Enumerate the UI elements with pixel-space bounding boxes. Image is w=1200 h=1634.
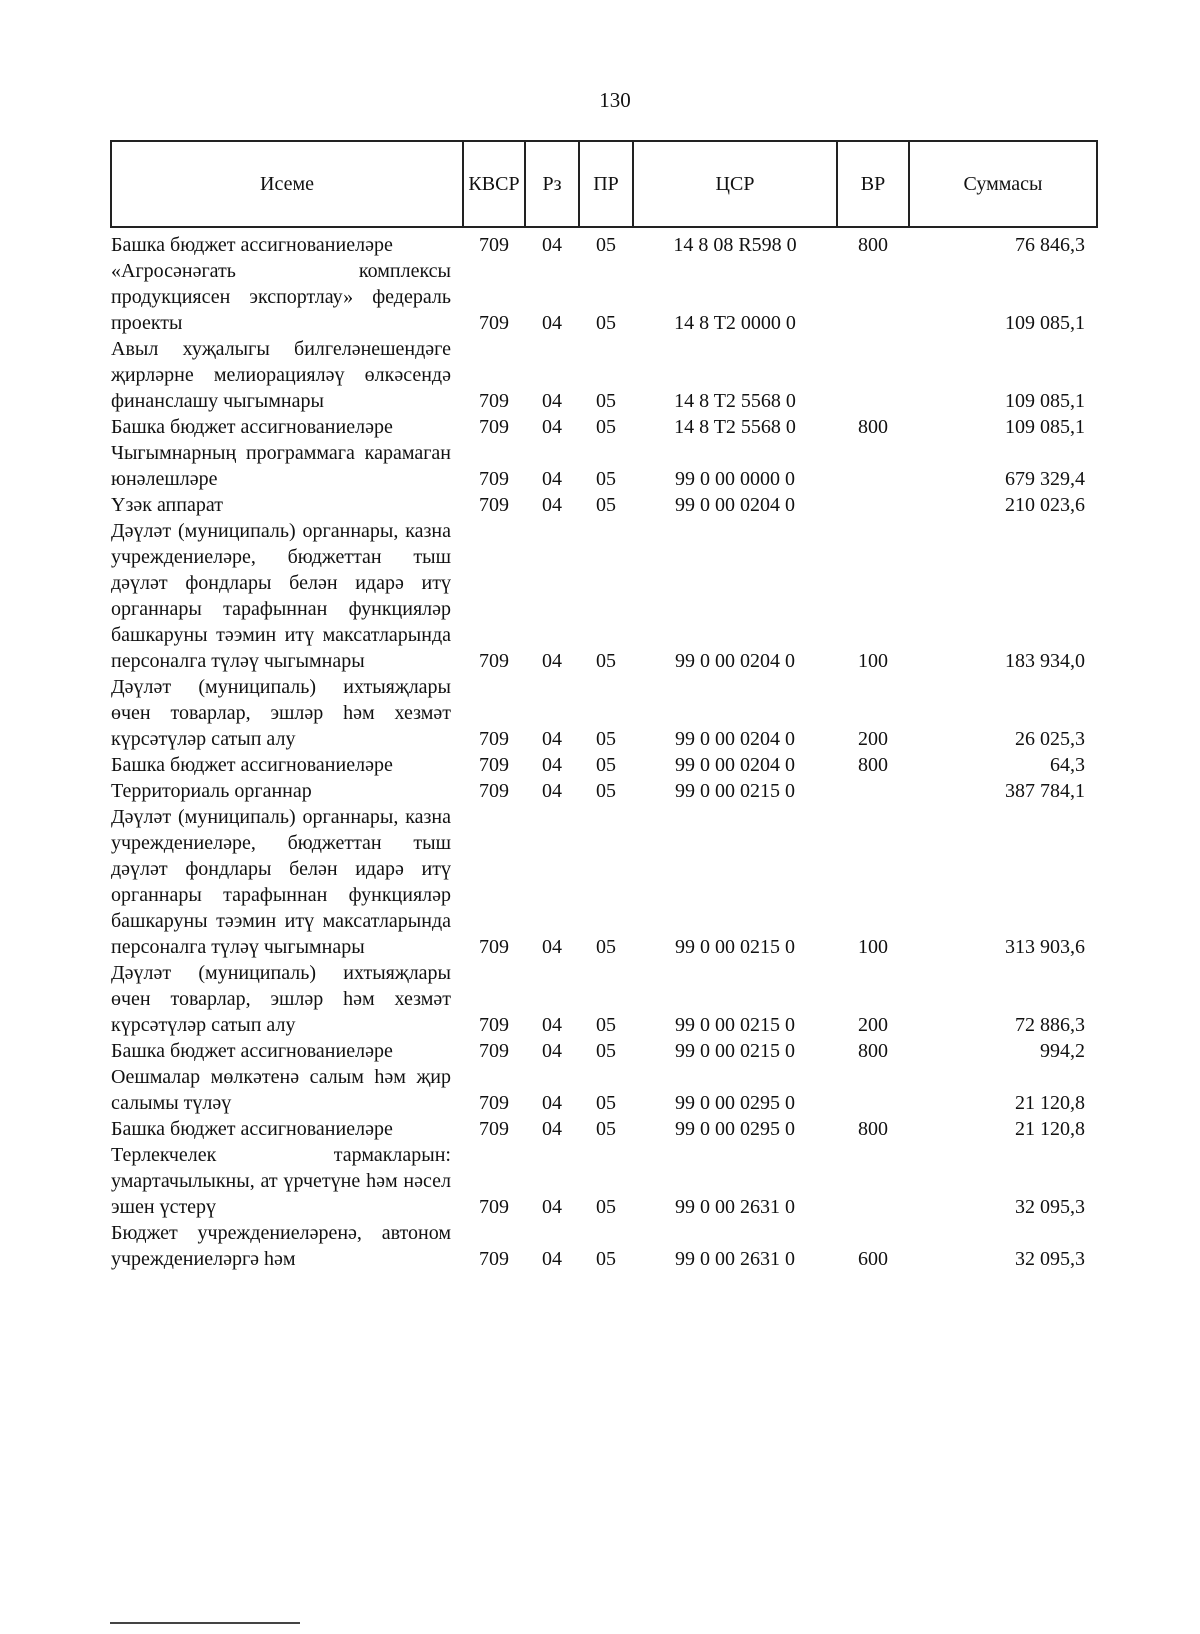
row-csr: 14 8 T2 5568 0: [674, 390, 796, 412]
row-csr: 99 0 00 0215 0: [675, 780, 795, 802]
header-sum: Суммасы: [909, 141, 1097, 227]
row-pr: 05: [596, 312, 616, 334]
row-pr: 05: [596, 936, 616, 958]
row-csr: 99 0 00 2631 0: [675, 1196, 795, 1218]
budget-table: [110, 140, 1098, 1272]
row-vr: 800: [858, 1118, 888, 1140]
row-vr: [837, 778, 909, 804]
row-sum: 679 329,4: [1005, 468, 1085, 490]
row-pr: 05: [596, 1248, 616, 1270]
row-kvsr: 709: [479, 312, 509, 334]
row-pr: 05: [596, 1196, 616, 1218]
row-vr: 800: [858, 416, 888, 438]
table-row: [111, 752, 1097, 778]
row-name: Терлекчелек тармакларын: умартачылыкны, ат үрчетүне һәм нәсел эшен үстерү: [111, 1144, 451, 1218]
row-sum: 32 095,3: [1015, 1196, 1085, 1218]
row-vr: [837, 1142, 909, 1220]
header-csr: ЦСР: [633, 141, 837, 227]
row-rz: 04: [542, 390, 562, 412]
row-vr: 200: [858, 728, 888, 750]
row-rz: 04: [542, 754, 562, 776]
row-csr: 99 0 00 0295 0: [675, 1092, 795, 1114]
row-name: Башка бюджет ассигнованиеләре: [111, 1118, 393, 1140]
header-rz: Рз: [525, 141, 579, 227]
row-name: Бюджет учреждениеләренә, автоном учреждениеләргә һәм: [111, 1222, 451, 1270]
row-rz: 04: [542, 494, 562, 516]
row-sum: 109 085,1: [1005, 312, 1085, 334]
row-sum: 72 886,3: [1015, 1014, 1085, 1036]
row-sum: 26 025,3: [1015, 728, 1085, 750]
row-csr: 99 0 00 0295 0: [675, 1118, 795, 1140]
table-row: [111, 492, 1097, 518]
row-name: Дәүләт (муниципаль) органнары, казна учреждениеләре, бюджеттан тыш дәүләт фондлары белән идарә итү органнары тарафыннан функцияләр башкаруны тәэмин итү максатларында персоналга түләү чыгымнары: [111, 520, 451, 672]
row-kvsr: 709: [479, 936, 509, 958]
page-number: 130: [599, 88, 631, 112]
table-row: [111, 1142, 1097, 1220]
row-kvsr: 709: [479, 650, 509, 672]
table-row: [111, 440, 1097, 492]
row-name: Дәүләт (муниципаль) ихтыяҗлары өчен товарлар, эшләр һәм хезмәт күрсәтүләр сатып алу: [111, 962, 451, 1036]
row-kvsr: 709: [479, 1014, 509, 1036]
row-sum: 32 095,3: [1015, 1248, 1085, 1270]
row-kvsr: 709: [479, 1040, 509, 1062]
row-sum: 64,3: [1050, 754, 1085, 776]
row-pr: 05: [596, 754, 616, 776]
row-kvsr: 709: [479, 1118, 509, 1140]
row-rz: 04: [542, 1092, 562, 1114]
table-row: [111, 414, 1097, 440]
header-kvsr: КВСР: [463, 141, 525, 227]
row-csr: 99 0 00 0204 0: [675, 650, 795, 672]
row-rz: 04: [542, 1118, 562, 1140]
table-row: [111, 1064, 1097, 1116]
row-pr: 05: [596, 1014, 616, 1036]
table-row: [111, 518, 1097, 674]
row-rz: 04: [542, 728, 562, 750]
row-name: Дәүләт (муниципаль) органнары, казна учреждениеләре, бюджеттан тыш дәүләт фондлары белән идарә итү органнары тарафыннан функцияләр башкаруны тәэмин итү максатларында персоналга түләү чыгымнары: [111, 806, 451, 958]
row-pr: 05: [596, 494, 616, 516]
row-kvsr: 709: [479, 416, 509, 438]
row-vr: 800: [858, 234, 888, 256]
row-vr: 100: [858, 650, 888, 672]
row-rz: 04: [542, 1248, 562, 1270]
table-header: [111, 141, 1097, 227]
row-kvsr: 709: [479, 780, 509, 802]
table-row: [111, 778, 1097, 804]
row-kvsr: 709: [479, 234, 509, 256]
table-row: [111, 336, 1097, 414]
row-rz: 04: [542, 1196, 562, 1218]
row-pr: 05: [596, 1118, 616, 1140]
row-csr: 14 8 T2 5568 0: [674, 416, 796, 438]
row-sum: 387 784,1: [1005, 780, 1085, 802]
header-name: Исеме: [111, 141, 463, 227]
row-csr: 99 0 00 0204 0: [675, 728, 795, 750]
row-pr: 05: [596, 234, 616, 256]
table-row: [111, 227, 1097, 258]
header-vr: ВР: [837, 141, 909, 227]
row-kvsr: 709: [479, 1248, 509, 1270]
row-pr: 05: [596, 1040, 616, 1062]
row-rz: 04: [542, 234, 562, 256]
row-kvsr: 709: [479, 1196, 509, 1218]
row-name: Башка бюджет ассигнованиеләре: [111, 754, 393, 776]
row-name: Оешмалар мөлкәтенә салым һәм җир салымы түләү: [111, 1066, 451, 1114]
row-name: Чыгымнарның программага карамаган юнәлешләре: [111, 442, 451, 490]
table-row: [111, 1220, 1097, 1272]
table-row: [111, 1116, 1097, 1142]
row-name: Башка бюджет ассигнованиеләре: [111, 416, 393, 438]
row-csr: 14 8 08 R598 0: [673, 234, 797, 256]
row-vr: 800: [858, 754, 888, 776]
row-name: Башка бюджет ассигнованиеләре: [111, 1040, 393, 1062]
table-row: [111, 960, 1097, 1038]
row-vr: [837, 336, 909, 414]
table-row: [111, 804, 1097, 960]
row-csr: 99 0 00 0204 0: [675, 494, 795, 516]
row-name: Үзәк аппарат: [111, 494, 223, 516]
row-pr: 05: [596, 416, 616, 438]
table-row: [111, 258, 1097, 336]
row-pr: 05: [596, 780, 616, 802]
row-rz: 04: [542, 936, 562, 958]
row-sum: 183 934,0: [1005, 650, 1085, 672]
row-sum: 313 903,6: [1005, 936, 1085, 958]
row-pr: 05: [596, 390, 616, 412]
row-rz: 04: [542, 312, 562, 334]
row-csr: 99 0 00 2631 0: [675, 1248, 795, 1270]
row-csr: 99 0 00 0000 0: [675, 468, 795, 490]
row-rz: 04: [542, 468, 562, 490]
footer-rule: [110, 1622, 300, 1624]
row-kvsr: 709: [479, 468, 509, 490]
row-pr: 05: [596, 468, 616, 490]
row-rz: 04: [542, 416, 562, 438]
row-kvsr: 709: [479, 728, 509, 750]
row-kvsr: 709: [479, 1092, 509, 1114]
row-csr: 99 0 00 0215 0: [675, 1014, 795, 1036]
row-vr: [837, 492, 909, 518]
row-vr: 200: [858, 1014, 888, 1036]
row-sum: 21 120,8: [1015, 1118, 1085, 1140]
row-name: Территориаль органнар: [111, 780, 312, 802]
row-rz: 04: [542, 1040, 562, 1062]
row-pr: 05: [596, 1092, 616, 1114]
row-rz: 04: [542, 780, 562, 802]
row-sum: 21 120,8: [1015, 1092, 1085, 1114]
row-kvsr: 709: [479, 754, 509, 776]
header-pr: ПР: [579, 141, 633, 227]
row-name: Дәүләт (муниципаль) ихтыяҗлары өчен товарлар, эшләр һәм хезмәт күрсәтүләр сатып алу: [111, 676, 451, 750]
row-sum: 109 085,1: [1005, 416, 1085, 438]
row-vr: 800: [858, 1040, 888, 1062]
table-row: [111, 1038, 1097, 1064]
row-csr: 99 0 00 0204 0: [675, 754, 795, 776]
row-csr: 99 0 00 0215 0: [675, 936, 795, 958]
table-row: [111, 674, 1097, 752]
row-name: «Агросәнәгать комплексы продукциясен экспортлау» федераль проекты: [111, 260, 451, 334]
row-sum: 994,2: [1040, 1040, 1085, 1062]
row-vr: [837, 258, 909, 336]
row-pr: 05: [596, 650, 616, 672]
row-csr: 99 0 00 0215 0: [675, 1040, 795, 1062]
row-csr: 14 8 T2 0000 0: [674, 312, 796, 334]
row-kvsr: 709: [479, 494, 509, 516]
row-vr: [837, 440, 909, 492]
row-rz: 04: [542, 1014, 562, 1036]
row-vr: [837, 1064, 909, 1116]
row-sum: 109 085,1: [1005, 390, 1085, 412]
row-rz: 04: [542, 650, 562, 672]
row-kvsr: 709: [479, 390, 509, 412]
row-pr: 05: [596, 728, 616, 750]
row-vr: 100: [858, 936, 888, 958]
table-body: [111, 227, 1097, 1272]
row-name: Авыл хуҗалыгы билгеләнешендәге җирләрне мелиорацияләү өлкәсендә финанслашу чыгымнары: [111, 338, 451, 412]
row-vr: 600: [858, 1248, 888, 1270]
row-name: Башка бюджет ассигнованиеләре: [111, 234, 393, 256]
row-sum: 210 023,6: [1005, 494, 1085, 516]
row-sum: 76 846,3: [1015, 234, 1085, 256]
